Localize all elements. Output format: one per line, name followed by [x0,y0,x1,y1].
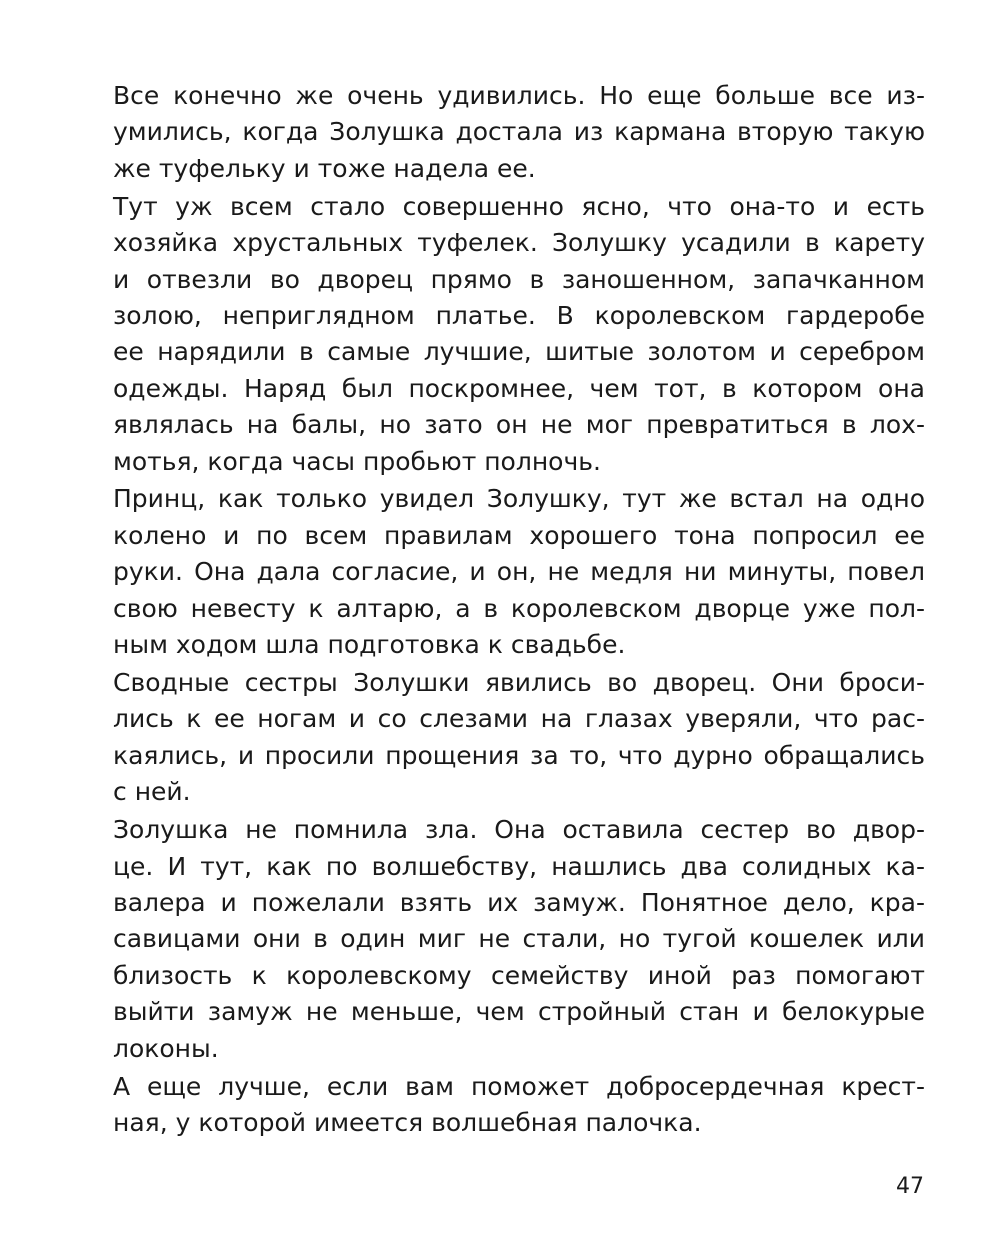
text-line: це. И тут, как по волшебству, нашлись два солидных ка- [113,851,925,881]
paragraph-5 [113,812,925,1067]
text-line: Сводные сестры Золушки явились во дворец. Они броси- [113,668,925,698]
text-line: А еще лучше, если вам поможет добросердечная крест- [113,1071,925,1101]
text-line: колено и по всем правилам хорошего тона попросил ее [113,520,925,550]
text-line: являлась на балы, но зато он не мог превратиться в лох- [113,410,925,440]
text-line: Тут уж всем стало совершенно ясно, что она-то и есть [113,191,925,221]
text-line: одежды. Наряд был поскромнее, чем тот, в котором она [113,373,925,403]
paragraph-3 [113,481,925,663]
text-line: золою, неприглядном платье. В королевском гардеробе [113,300,925,330]
text-line: Все конечно же очень удивились. Но еще больше все из- [113,81,925,110]
text-line: выйти замуж не меньше, чем стройный стан и белокурые [113,997,925,1027]
text-line: ная, у которой имеется волшебная палочка. [113,1107,702,1137]
text-line: близость к королевскому семейству иной раз помогают [113,960,925,990]
paragraph-1 [113,78,925,187]
text-line: и отвезли во дворец прямо в заношенном, запачканном [113,264,925,294]
text-line: свою невесту к алтарю, а в королевском дворце уже пол- [113,593,925,623]
text-line: каялись, и просили прощения за то, что дурно обращались [113,740,925,770]
text-line: руки. Она дала согласие, и он, не медля ни минуты, повел [113,557,925,587]
paragraph-2 [113,189,925,480]
text-line: ее нарядили в самые лучшие, шитые золотом и серебром [113,337,925,367]
text-line: ным ходом шла подготовка к свадьбе. [113,630,626,660]
text-line: лись к ее ногам и со слезами на глазах уверяли, что рас- [113,704,925,734]
text-line: хозяйка хрустальных туфелек. Золушку усадили в карету [113,228,925,258]
paragraph-4 [113,665,925,811]
text-line: мотья, когда часы пробьют полночь. [113,446,601,476]
text-line: Принц, как только увидел Золушку, тут же встал на одно [113,484,925,514]
paragraph-6 [113,1069,925,1142]
page-number: 47 [896,1174,924,1199]
text-line: савицами они в один миг не стали, но тугой кошелек или [113,924,925,954]
body-text [113,78,925,1143]
text-line: Золушка не помнила зла. Она оставила сестер во двор- [113,815,925,845]
text-line: умились, когда Золушка достала из кармана вторую такую [113,117,925,147]
text-line: с ней. [113,777,191,807]
text-line: валера и пожелали взять их замуж. Понятное дело, кра- [113,887,925,917]
text-line: же туфельку и тоже надела ее. [113,153,536,183]
text-line: локоны. [113,1033,219,1063]
